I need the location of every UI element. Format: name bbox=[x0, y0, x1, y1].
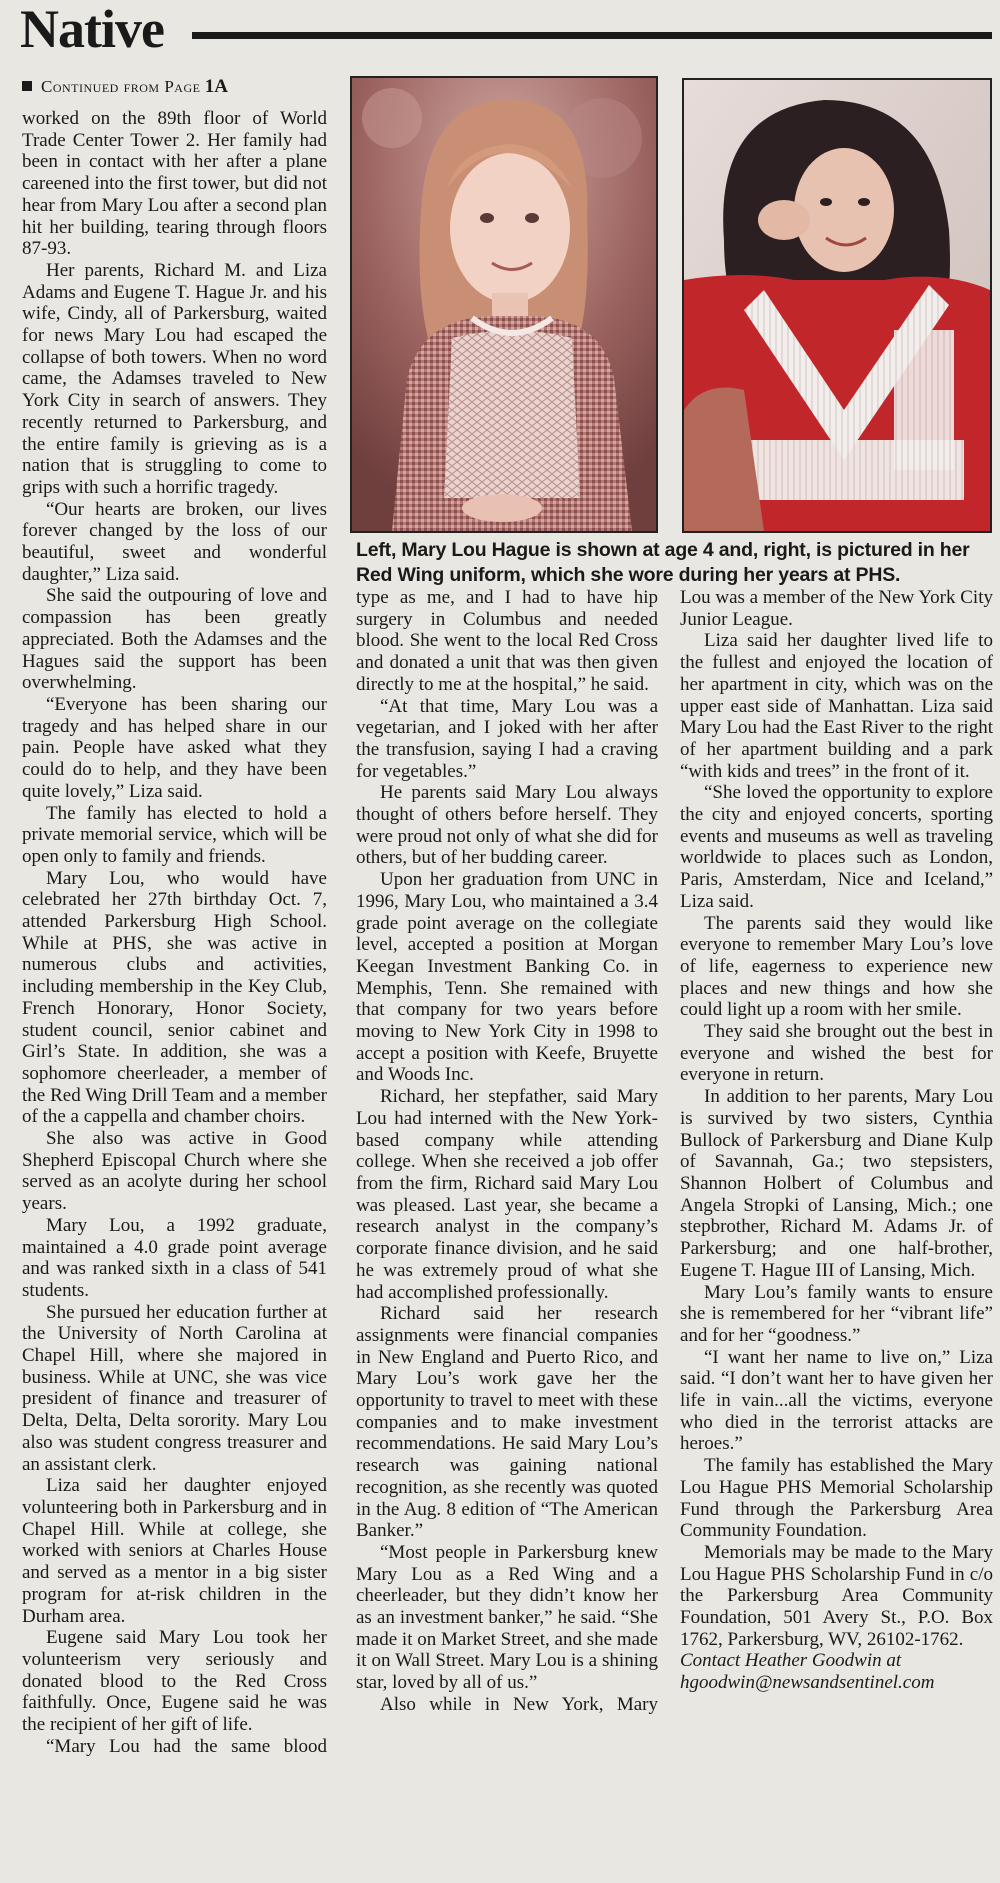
paragraph: “Mary Lou had the same blood bbox=[46, 1735, 327, 1757]
paragraph: In addition to her parents, Mary Lou is survived by two sisters, Cynthia Bullock of Parkersburg and Diane Kulp of Savannah, Ga.; two stepsisters, Shannon Holbert of Columbus and Angela Stropki of Lansing, Mich.; one stepbrother, Richard M. Adams Jr. of Parkersburg; and one half-brother, Eugene T. Hague III of Lansing, Mich. bbox=[680, 1086, 993, 1281]
paragraph: “At that time, Mary Lou was a vegetarian, and I joked with her after the transfusion, saying I had a craving for vegetables.” bbox=[356, 695, 658, 782]
paragraph: Upon her graduation from UNC in 1996, Mary Lou, who maintained a 3.4 grade point average on the collegiate level, accepted a position at Morgan Keegan Investment Banking Co. in Memphis, Tenn. She remained with that company for two years before moving to New York City in 1998 to accept a position with Keefe, Bruyette and Woods Inc. bbox=[356, 869, 658, 1086]
author-email: hgoodwin@newsandsentinel.com bbox=[680, 1672, 935, 1694]
paragraph: She said the outpouring of love and compassion has been greatly appreciated. Both the Adamses and the Hagues said the support has been overwhelming. bbox=[22, 585, 327, 694]
paragraph: Memorials may be made to the Mary Lou Hague PHS Scholarship Fund in c/o the Parkersburg Area Community Foundation, 501 Avery St., P.O. Box 1762, Parkersburg, WV, 26102-1762. bbox=[680, 1541, 993, 1650]
article-column-3 bbox=[680, 587, 993, 1694]
section-header bbox=[20, 0, 992, 60]
continued-text: Continued from Page bbox=[41, 77, 201, 96]
photo-age-4 bbox=[350, 76, 658, 533]
continued-page: 1A bbox=[204, 76, 228, 97]
paragraph: “Our hearts are broken, our lives forever changed by the loss of our beautiful, sweet and wonderful daughter,” Liza said. bbox=[22, 498, 327, 585]
paragraph: Liza said her daughter lived life to the fullest and enjoyed the location of her apartment in city, which was on the upper east side of Manhattan. Liza said Mary Lou had the East River to the right of her apartment building and a park “with kids and trees” in the front of it. bbox=[680, 630, 993, 782]
paragraph: Richard said her research assignments were financial companies in New England and Puerto Rico, and Mary Lou’s work gave her the opportunity to travel to meet with these companies and to make investment recommendations. He said Mary Lou’s research was gaining national recognition, as she recently was quoted in the Aug. 8 edition of “The American Banker.” bbox=[356, 1303, 658, 1542]
paragraph: Richard, her stepfather, said Mary Lou had interned with the New York-based company while attending college. When she received a job offer from the firm, Richard said Mary Lou was pleased. Last year, she became a research analyst in the company’s corporate finance division, and he said he was extremely proud of what she had accomplished professionally. bbox=[356, 1086, 658, 1303]
continued-from-label bbox=[22, 76, 228, 98]
author-contact bbox=[680, 1650, 993, 1693]
paragraph: She also was active in Good Shepherd Episcopal Church where she served as an acolyte during her school years. bbox=[22, 1128, 327, 1215]
header-rule bbox=[192, 32, 992, 39]
paragraph: Lou was a member of the New York City Junior League. bbox=[680, 587, 993, 630]
paragraph: Liza said her daughter enjoyed volunteering both in Parkersburg and in Chapel Hill. While at college, she worked with seniors at Charles House and served as a mentor in a big sister program for at-risk children in the Durham area. bbox=[22, 1475, 327, 1627]
author-contact-line: Contact Heather Goodwin at bbox=[680, 1650, 902, 1672]
paragraph: Eugene said Mary Lou took her volunteerism very seriously and donated blood to the Red Cross faithfully. Once, Eugene said he was the recipient of her gift of life. bbox=[22, 1627, 327, 1736]
paragraph: Her parents, Richard M. and Liza Adams and Eugene T. Hague Jr. and his wife, Cindy, all of Parkersburg, waited for news Mary Lou had escaped the collapse of both towers. When no word came, the Adamses traveled to New York City in search of answers. They recently returned to Parkersburg, and the entire family is grieving as is a nation that is struggling to come to grips with such a horrific tragedy. bbox=[22, 259, 327, 498]
paragraph: Also while in New York, Mary bbox=[380, 1693, 658, 1715]
paragraph: Mary Lou’s family wants to ensure she is remembered for her “vibrant life” and for her “goodness.” bbox=[680, 1281, 993, 1346]
paragraph: She pursued her education further at the University of North Carolina at Chapel Hill, where she majored in business. While at UNC, she was vice president of finance and treasurer of Delta, Delta, Delta sorority. Mary Lou also was student congress treasurer and an assistant clerk. bbox=[22, 1301, 327, 1475]
paragraph: “She loved the opportunity to explore the city and enjoyed concerts, sporting events and museums as well as traveling worldwide to places such as London, Paris, Amsterdam, Nice and Iceland,” Liza said. bbox=[680, 782, 993, 912]
paragraph: The parents said they would like everyone to remember Mary Lou’s love of life, eagerness to experience new places and new things and how she could light up a room with her smile. bbox=[680, 912, 993, 1021]
caption-line-2: Red Wing uniform, which she wore during her years at PHS. bbox=[356, 564, 901, 586]
paragraph: “Most people in Parkersburg knew Mary Lou as a Red Wing and a cheerleader, but they didn’t know her as an investment banker,” he said. “She made it on Market Street, and she made it on Wall Street. Mary Lou is a shining star, loved by all of us.” bbox=[356, 1541, 658, 1694]
paragraph: worked on the 89th floor of World Trade Center Tower 2. Her family had been in contact with her after a plane careened into the first tower, but did not hear from Mary Lou after a second plan hit her building, tearing through floors 87-93. bbox=[22, 108, 327, 260]
caption-line-1: Left, Mary Lou Hague is shown at age 4 and, right, is pictured in her bbox=[356, 539, 970, 561]
paragraph: The family has established the Mary Lou Hague PHS Memorial Scholarship Fund through the Parkersburg Area Community Foundation. bbox=[680, 1455, 993, 1542]
paragraph: Mary Lou, a 1992 graduate, maintained a 4.0 grade point average and was ranked sixth in a class of 541 students. bbox=[22, 1214, 327, 1301]
paragraph: They said she brought out the best in everyone and wished the best for everyone in return. bbox=[680, 1021, 993, 1086]
photo-red-wing-uniform bbox=[682, 78, 992, 533]
paragraph: Mary Lou, who would have celebrated her 27th birthday Oct. 7, attended Parkersburg High School. While at PHS, she was active in numerous clubs and activities, including membership in the Key Club, French Honorary, Honor Society, student council, senior cabinet and Girl’s State. In addition, she was a sophomore cheerleader, a member of the Red Wing Drill Team and a member of the a cappella and chamber choirs. bbox=[22, 867, 327, 1128]
photo-red-wing-image bbox=[684, 80, 990, 531]
paragraph: “I want her name to live on,” Liza said. “I don’t want her to have given her life in vain...all the victims, everyone who died in the terrorist attacks are heroes.” bbox=[680, 1346, 993, 1455]
article-column-1 bbox=[22, 108, 327, 1757]
square-bullet-icon bbox=[22, 81, 32, 91]
photo-age-4-image bbox=[352, 78, 656, 531]
paragraph: type as me, and I had to have hip surgery in Columbus and needed blood. She went to the local Red Cross and donated a unit that was then given directly to me at the hospital,” he said. bbox=[356, 587, 658, 695]
paragraph: “Everyone has been sharing our tragedy and has helped share in our pain. People have asked what they could do to help, and they have been quite lovely,” Liza said. bbox=[22, 693, 327, 802]
paragraph: The family has elected to hold a private memorial service, which will be open only to family and friends. bbox=[22, 802, 327, 867]
section-title: Native bbox=[20, 0, 164, 59]
paragraph: He parents said Mary Lou always thought of others before herself. They were proud not only of what she did for others, but of her budding career. bbox=[356, 782, 658, 869]
photo-caption bbox=[356, 538, 986, 588]
article-column-2 bbox=[356, 587, 658, 1716]
